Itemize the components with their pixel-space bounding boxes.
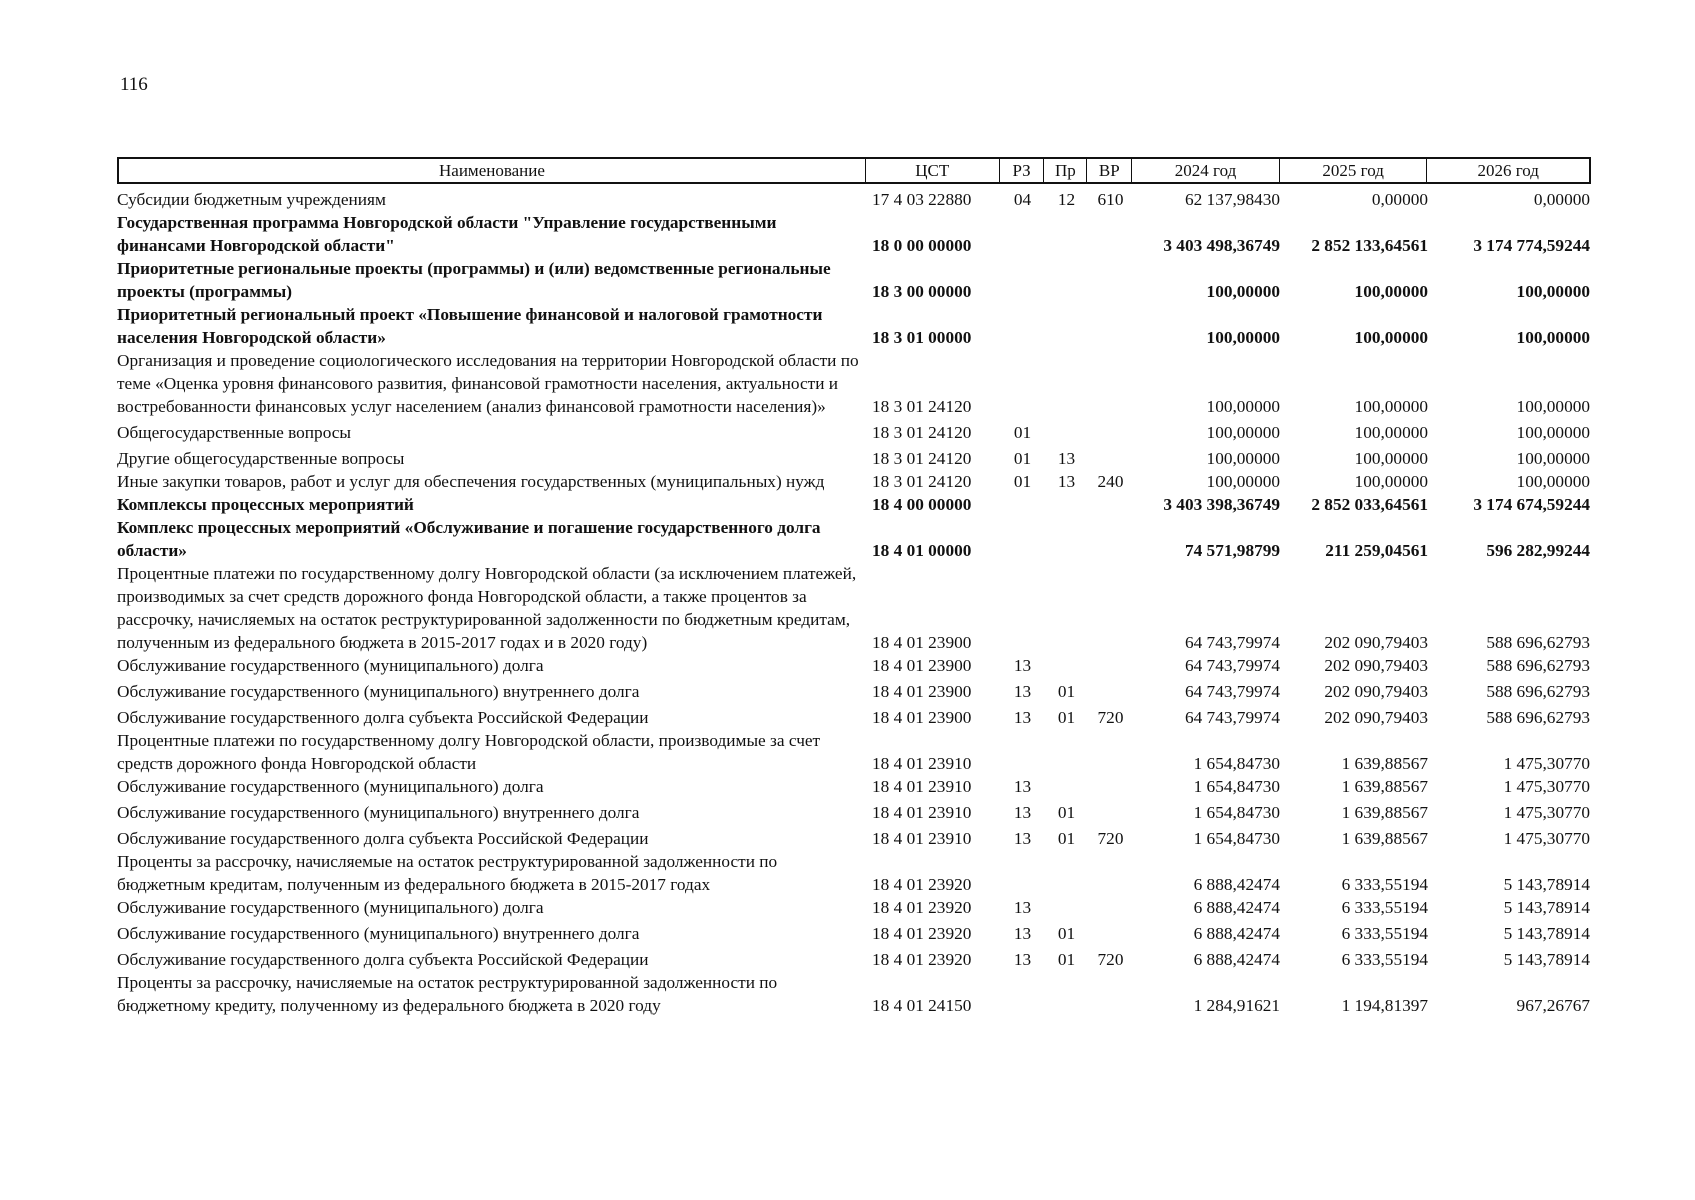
row-name: Обслуживание государственного долга субъекта Российской Федерации bbox=[117, 950, 649, 969]
row-name: Организация и проведение социологического исследования на территории Новгородской области по теме «Оценка уровня финансового развития, финансовой грамотности населения, актуальности и востребованности финансовых услуг населением (анализ финансовой грамотности населения)» bbox=[117, 351, 859, 416]
row-pr: 01 bbox=[1057, 708, 1076, 727]
row-cst: 18 4 01 23920 bbox=[872, 898, 972, 917]
row-value-2025: 6 333,55194 bbox=[1341, 950, 1428, 969]
table-row bbox=[117, 680, 1591, 703]
row-cst: 18 4 01 23910 bbox=[872, 829, 972, 848]
row-value-2024: 1 284,91621 bbox=[1193, 996, 1280, 1015]
row-value-2025: 100,00000 bbox=[1354, 449, 1428, 468]
row-name: Обслуживание государственного (муниципального) долга bbox=[117, 777, 544, 796]
table-row bbox=[117, 188, 1591, 211]
row-rz: 13 bbox=[1013, 898, 1032, 917]
row-cst: 18 4 01 23900 bbox=[872, 708, 972, 727]
row-value-2025: 0,00000 bbox=[1371, 190, 1428, 209]
row-pr: 01 bbox=[1057, 682, 1076, 701]
table-row bbox=[117, 470, 1591, 493]
row-value-2024: 100,00000 bbox=[1206, 423, 1280, 442]
row-value-2026: 1 475,30770 bbox=[1503, 754, 1590, 773]
row-name: Обслуживание государственного (муниципального) внутреннего долга bbox=[117, 682, 640, 701]
row-value-2025: 100,00000 bbox=[1354, 423, 1428, 442]
row-cst: 18 4 01 23900 bbox=[872, 682, 972, 701]
row-value-2026: 588 696,62793 bbox=[1486, 656, 1590, 675]
row-cst: 18 3 01 00000 bbox=[872, 328, 972, 347]
row-cst: 17 4 03 22880 bbox=[872, 190, 972, 209]
row-rz: 01 bbox=[1013, 449, 1032, 468]
row-value-2024: 64 743,79974 bbox=[1184, 656, 1280, 675]
table-row bbox=[117, 447, 1591, 470]
row-value-2024: 6 888,42474 bbox=[1193, 950, 1280, 969]
row-cst: 18 3 00 00000 bbox=[872, 282, 972, 301]
row-name: Обслуживание государственного (муниципального) внутреннего долга bbox=[117, 803, 640, 822]
row-rz: 13 bbox=[1013, 656, 1032, 675]
row-name: Приоритетные региональные проекты (программы) и (или) ведомственные региональные проекты (программы) bbox=[117, 259, 831, 301]
row-value-2025: 202 090,79403 bbox=[1324, 656, 1428, 675]
row-name: Другие общегосударственные вопросы bbox=[117, 449, 405, 468]
row-value-2025: 1 639,88567 bbox=[1341, 777, 1428, 796]
table-row bbox=[117, 948, 1591, 971]
row-rz: 04 bbox=[1013, 190, 1032, 209]
row-cst: 18 4 00 00000 bbox=[872, 495, 972, 514]
row-rz: 01 bbox=[1013, 423, 1032, 442]
header-rz: РЗ bbox=[1000, 159, 1045, 182]
row-value-2024: 100,00000 bbox=[1206, 472, 1280, 491]
row-cst: 18 4 01 23920 bbox=[872, 924, 972, 943]
row-cst: 18 4 01 23910 bbox=[872, 754, 972, 773]
header-2025: 2025 год bbox=[1280, 159, 1428, 182]
table-row bbox=[117, 211, 1591, 257]
row-value-2025: 100,00000 bbox=[1354, 282, 1428, 301]
row-value-2026: 100,00000 bbox=[1516, 449, 1590, 468]
row-value-2024: 100,00000 bbox=[1206, 449, 1280, 468]
table-header bbox=[117, 157, 1591, 184]
row-value-2025: 202 090,79403 bbox=[1324, 708, 1428, 727]
table-row bbox=[117, 654, 1591, 677]
row-value-2026: 100,00000 bbox=[1516, 472, 1590, 491]
row-value-2025: 1 639,88567 bbox=[1341, 754, 1428, 773]
row-cst: 18 4 01 23920 bbox=[872, 950, 972, 969]
table-row bbox=[117, 303, 1591, 349]
row-name: Комплекс процессных мероприятий «Обслуживание и погашение государственного долга области» bbox=[117, 518, 821, 560]
row-rz: 13 bbox=[1013, 708, 1032, 727]
table-row bbox=[117, 827, 1591, 850]
row-value-2024: 3 403 498,36749 bbox=[1163, 236, 1280, 255]
row-value-2026: 5 143,78914 bbox=[1503, 950, 1590, 969]
row-name: Проценты за рассрочку, начисляемые на остаток реструктурированной задолженности по бюджетным кредитам, полученным из федерального бюджета в 2015-2017 годах bbox=[117, 852, 778, 894]
row-name: Проценты за рассрочку, начисляемые на остаток реструктурированной задолженности по бюджетному кредиту, полученному из федерального бюджета в 2020 году bbox=[117, 973, 778, 1015]
table-row bbox=[117, 896, 1591, 919]
row-value-2024: 64 743,79974 bbox=[1184, 708, 1280, 727]
row-pr: 01 bbox=[1057, 829, 1076, 848]
row-value-2025: 202 090,79403 bbox=[1324, 682, 1428, 701]
table-body bbox=[117, 188, 1591, 1017]
table-row bbox=[117, 562, 1591, 654]
row-vr: 610 bbox=[1097, 190, 1124, 209]
row-value-2026: 1 475,30770 bbox=[1503, 777, 1590, 796]
row-value-2025: 2 852 033,64561 bbox=[1311, 495, 1428, 514]
table-row bbox=[117, 493, 1591, 516]
row-rz: 13 bbox=[1013, 924, 1032, 943]
row-value-2024: 100,00000 bbox=[1206, 282, 1280, 301]
row-value-2026: 5 143,78914 bbox=[1503, 898, 1590, 917]
row-value-2024: 1 654,84730 bbox=[1193, 754, 1280, 773]
table-row bbox=[117, 706, 1591, 729]
row-name: Государственная программа Новгородской области "Управление государственными финансами Новгородской области" bbox=[117, 213, 777, 255]
row-cst: 18 3 01 24120 bbox=[872, 423, 972, 442]
row-value-2024: 1 654,84730 bbox=[1193, 829, 1280, 848]
row-vr: 720 bbox=[1097, 950, 1124, 969]
row-value-2024: 6 888,42474 bbox=[1193, 898, 1280, 917]
header-cst: ЦСТ bbox=[866, 159, 1000, 182]
row-pr: 01 bbox=[1057, 950, 1076, 969]
row-value-2024: 100,00000 bbox=[1206, 397, 1280, 416]
row-cst: 18 4 01 23910 bbox=[872, 777, 972, 796]
row-rz: 01 bbox=[1013, 472, 1032, 491]
row-value-2026: 1 475,30770 bbox=[1503, 829, 1590, 848]
header-2024: 2024 год bbox=[1132, 159, 1280, 182]
row-value-2026: 5 143,78914 bbox=[1503, 875, 1590, 894]
row-name: Обслуживание государственного (муниципального) долга bbox=[117, 898, 544, 917]
row-cst: 18 4 01 23900 bbox=[872, 656, 972, 675]
row-vr: 240 bbox=[1097, 472, 1124, 491]
row-name: Общегосударственные вопросы bbox=[117, 423, 352, 442]
row-name: Процентные платежи по государственному долгу Новгородской области (за исключением платежей, производимых за счет средств дорожного фонда Новгородской области, а также процентов за рассрочку, начисляемых на остаток реструктурированной задолженности по бюджетным кредитам, полученным из федерального бюджета в 2015-2017 годах и в 2020 году) bbox=[117, 564, 857, 652]
row-value-2025: 1 194,81397 bbox=[1341, 996, 1428, 1015]
row-name: Комплексы процессных мероприятий bbox=[117, 495, 414, 514]
header-pr: Пр bbox=[1044, 159, 1087, 182]
header-vr: ВР bbox=[1087, 159, 1132, 182]
row-cst: 18 4 01 23900 bbox=[872, 633, 972, 652]
row-name: Приоритетный региональный проект «Повышение финансовой и налоговой грамотности населения Новгородской области» bbox=[117, 305, 823, 347]
row-value-2025: 211 259,04561 bbox=[1325, 541, 1428, 560]
row-cst: 18 3 01 24120 bbox=[872, 472, 972, 491]
header-name: Наименование bbox=[119, 159, 866, 182]
table-row bbox=[117, 922, 1591, 945]
row-value-2024: 6 888,42474 bbox=[1193, 924, 1280, 943]
row-value-2026: 0,00000 bbox=[1533, 190, 1590, 209]
row-pr: 13 bbox=[1057, 449, 1076, 468]
row-value-2025: 6 333,55194 bbox=[1341, 875, 1428, 894]
row-cst: 18 4 01 24150 bbox=[872, 996, 972, 1015]
row-value-2024: 64 743,79974 bbox=[1184, 682, 1280, 701]
row-cst: 18 4 01 23910 bbox=[872, 803, 972, 822]
row-value-2025: 2 852 133,64561 bbox=[1311, 236, 1428, 255]
table-row bbox=[117, 801, 1591, 824]
row-value-2025: 1 639,88567 bbox=[1341, 803, 1428, 822]
row-name: Обслуживание государственного (муниципального) внутреннего долга bbox=[117, 924, 640, 943]
row-rz: 13 bbox=[1013, 829, 1032, 848]
row-rz: 13 bbox=[1013, 777, 1032, 796]
row-value-2025: 202 090,79403 bbox=[1324, 633, 1428, 652]
row-vr: 720 bbox=[1097, 708, 1124, 727]
table-row bbox=[117, 349, 1591, 418]
row-value-2026: 588 696,62793 bbox=[1486, 682, 1590, 701]
row-value-2026: 596 282,99244 bbox=[1486, 541, 1590, 560]
row-value-2025: 6 333,55194 bbox=[1341, 898, 1428, 917]
row-value-2026: 3 174 774,59244 bbox=[1473, 236, 1590, 255]
row-value-2024: 3 403 398,36749 bbox=[1163, 495, 1280, 514]
row-value-2024: 1 654,84730 bbox=[1193, 777, 1280, 796]
table-row bbox=[117, 729, 1591, 775]
row-name: Обслуживание государственного (муниципального) долга bbox=[117, 656, 544, 675]
row-value-2026: 967,26767 bbox=[1516, 996, 1590, 1015]
row-value-2024: 74 571,98799 bbox=[1184, 541, 1280, 560]
row-value-2026: 100,00000 bbox=[1516, 397, 1590, 416]
row-value-2026: 100,00000 bbox=[1516, 328, 1590, 347]
row-name: Субсидии бюджетным учреждениям bbox=[117, 190, 386, 209]
row-value-2026: 100,00000 bbox=[1516, 423, 1590, 442]
row-value-2024: 1 654,84730 bbox=[1193, 803, 1280, 822]
row-value-2024: 100,00000 bbox=[1206, 328, 1280, 347]
row-value-2026: 5 143,78914 bbox=[1503, 924, 1590, 943]
row-name: Иные закупки товаров, работ и услуг для обеспечения государственных (муниципальных) нужд bbox=[117, 472, 825, 491]
row-value-2026: 100,00000 bbox=[1516, 282, 1590, 301]
table-row bbox=[117, 516, 1591, 562]
row-name: Обслуживание государственного долга субъекта Российской Федерации bbox=[117, 829, 649, 848]
header-2026: 2026 год bbox=[1477, 161, 1539, 180]
row-value-2024: 6 888,42474 bbox=[1193, 875, 1280, 894]
row-value-2024: 62 137,98430 bbox=[1184, 190, 1280, 209]
row-cst: 18 0 00 00000 bbox=[872, 236, 972, 255]
table-row bbox=[117, 971, 1591, 1017]
row-value-2024: 64 743,79974 bbox=[1184, 633, 1280, 652]
row-name: Процентные платежи по государственному долгу Новгородской области, производимые за счет средств дорожного фонда Новгородской области bbox=[117, 731, 821, 773]
row-value-2025: 6 333,55194 bbox=[1341, 924, 1428, 943]
row-pr: 01 bbox=[1057, 924, 1076, 943]
table-row bbox=[117, 421, 1591, 444]
row-vr: 720 bbox=[1097, 829, 1124, 848]
table-row bbox=[117, 775, 1591, 798]
page-number: 116 bbox=[120, 74, 148, 95]
row-value-2025: 100,00000 bbox=[1354, 328, 1428, 347]
row-cst: 18 3 01 24120 bbox=[872, 449, 972, 468]
row-name: Обслуживание государственного долга субъекта Российской Федерации bbox=[117, 708, 649, 727]
row-cst: 18 3 01 24120 bbox=[872, 397, 972, 416]
row-value-2025: 100,00000 bbox=[1354, 472, 1428, 491]
row-value-2025: 1 639,88567 bbox=[1341, 829, 1428, 848]
row-value-2026: 1 475,30770 bbox=[1503, 803, 1590, 822]
table-row bbox=[117, 850, 1591, 896]
row-cst: 18 4 01 00000 bbox=[872, 541, 972, 560]
row-pr: 12 bbox=[1057, 190, 1076, 209]
row-rz: 13 bbox=[1013, 803, 1032, 822]
row-rz: 13 bbox=[1013, 950, 1032, 969]
row-pr: 13 bbox=[1057, 472, 1076, 491]
row-cst: 18 4 01 23920 bbox=[872, 875, 972, 894]
row-value-2026: 3 174 674,59244 bbox=[1473, 495, 1590, 514]
row-value-2026: 588 696,62793 bbox=[1486, 708, 1590, 727]
row-value-2025: 100,00000 bbox=[1354, 397, 1428, 416]
table-row bbox=[117, 257, 1591, 303]
row-pr: 01 bbox=[1057, 803, 1076, 822]
row-rz: 13 bbox=[1013, 682, 1032, 701]
row-value-2026: 588 696,62793 bbox=[1486, 633, 1590, 652]
